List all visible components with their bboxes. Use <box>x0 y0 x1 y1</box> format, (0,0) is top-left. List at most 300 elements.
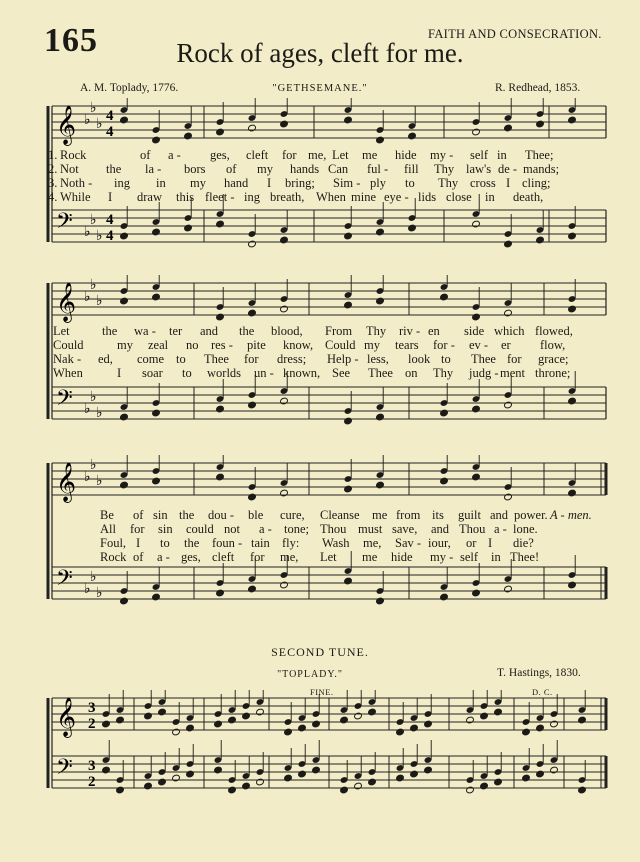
lyric-syllable: on <box>405 366 418 380</box>
lyric-line <box>0 508 640 523</box>
note-head <box>440 477 449 485</box>
lyric-syllable: and <box>490 508 509 522</box>
lyric-syllable: and <box>431 522 450 536</box>
lyric-syllable: the <box>184 536 200 550</box>
note-head <box>280 305 289 313</box>
lyric-syllable: for <box>250 550 265 564</box>
lyric-syllable: ges, <box>210 148 230 162</box>
lyric-syllable: ges, <box>181 550 201 564</box>
lyric-syllable: While <box>60 190 91 204</box>
lyric-syllable: me, <box>363 536 382 550</box>
flat-icon: ♭ <box>90 213 97 228</box>
note-head <box>376 481 385 489</box>
lyric-line <box>0 550 640 565</box>
note-head <box>504 124 513 132</box>
note-head <box>102 766 111 774</box>
lyric-syllable: sin <box>158 522 173 536</box>
lyric-syllable: Let <box>320 550 337 564</box>
lyric-syllable: death, <box>513 190 544 204</box>
stanza-number: 4. <box>48 190 58 204</box>
note-head <box>216 473 225 481</box>
lyric-syllable: sin <box>153 508 168 522</box>
lyric-syllable: grace; <box>538 352 569 366</box>
time-signature: 3 <box>88 700 96 716</box>
lyric-syllable: mine <box>351 190 376 204</box>
lyric-syllable: Can <box>328 162 349 176</box>
lyric-syllable: foun - <box>212 536 243 550</box>
lyric-syllable: the <box>102 324 118 338</box>
note-head <box>242 782 251 790</box>
note-head <box>172 774 181 782</box>
lyric-syllable: ble <box>248 508 264 522</box>
note-head <box>280 397 289 405</box>
note-head <box>368 778 377 786</box>
flat-icon: ♭ <box>90 101 97 116</box>
lyric-syllable: in <box>497 148 507 162</box>
note-head <box>152 409 161 417</box>
note-head <box>120 413 129 421</box>
note-head <box>354 712 363 720</box>
note-head <box>536 120 545 128</box>
lyric-syllable: draw <box>137 190 162 204</box>
lyric-syllable: to <box>160 536 170 550</box>
lyric-line <box>0 366 640 381</box>
note-head <box>424 720 433 728</box>
lyric-syllable: Sim - <box>333 176 361 190</box>
note-head <box>280 120 289 128</box>
lyric-syllable: of <box>133 550 144 564</box>
note-head <box>344 301 353 309</box>
flat-icon: ♭ <box>84 582 91 597</box>
lyric-syllable: ment <box>500 366 525 380</box>
note-head <box>410 724 419 732</box>
note-head <box>256 778 265 786</box>
note-head <box>376 136 385 144</box>
bass-clef-icon: 𝄢 <box>56 386 73 415</box>
lyric-syllable: of <box>133 508 144 522</box>
treble-clef-icon: 𝄞 <box>56 284 77 321</box>
lyric-syllable: its <box>432 508 444 522</box>
time-signature: 3 <box>88 758 96 774</box>
note-head <box>472 313 481 321</box>
time-signature: 4 <box>106 124 114 140</box>
note-head <box>568 581 577 589</box>
note-head <box>242 712 251 720</box>
lyric-line <box>0 352 640 367</box>
note-head <box>504 309 513 317</box>
lyric-syllable: Nak - <box>53 352 82 366</box>
lyric-syllable: A - men. <box>550 508 592 522</box>
lyric-syllable: Sav - <box>395 536 422 550</box>
treble-clef-icon: 𝄞 <box>56 464 77 501</box>
lyric-line <box>0 536 640 551</box>
lyric-line <box>0 176 640 191</box>
lyric-syllable: lids <box>418 190 437 204</box>
lyric-syllable: I <box>136 536 141 550</box>
lyric-syllable: fleet - <box>205 190 235 204</box>
note-head <box>158 778 167 786</box>
lyric-syllable: tain <box>251 536 270 550</box>
music-system-4 <box>44 690 614 860</box>
flat-icon: ♭ <box>90 458 97 473</box>
note-head <box>228 716 237 724</box>
note-head <box>152 477 161 485</box>
lyric-syllable: me <box>362 550 378 564</box>
note-head <box>440 293 449 301</box>
lyric-syllable: Wash <box>322 536 350 550</box>
lyric-syllable: en <box>428 324 440 338</box>
stanza-number: 1. <box>48 148 58 162</box>
note-head <box>376 413 385 421</box>
lyric-syllable: could <box>186 522 214 536</box>
lyric-syllable: not <box>224 522 240 536</box>
flat-icon: ♭ <box>96 586 103 601</box>
note-head <box>536 770 545 778</box>
lyric-syllable: guilt <box>458 508 481 522</box>
note-head <box>504 401 513 409</box>
lyric-syllable: ev - <box>469 338 489 352</box>
flat-icon: ♭ <box>90 278 97 293</box>
note-head <box>466 786 475 794</box>
lyric-syllable: for <box>244 352 259 366</box>
note-head <box>144 712 153 720</box>
lyric-line <box>0 324 640 339</box>
lyric-syllable: law's <box>466 162 492 176</box>
flat-icon: ♭ <box>84 290 91 305</box>
lyric-syllable: pite <box>247 338 266 352</box>
lyric-syllable: riv - <box>399 324 421 338</box>
note-head <box>396 774 405 782</box>
lyric-syllable: cross <box>470 176 496 190</box>
lyric-syllable: or <box>466 536 477 550</box>
second-tune-heading: SECOND TUNE. <box>271 645 369 659</box>
lyric-syllable: hands <box>290 162 320 176</box>
note-head <box>120 481 129 489</box>
lyric-syllable: See <box>332 366 351 380</box>
note-head <box>152 593 161 601</box>
flat-icon: ♭ <box>96 474 103 489</box>
note-head <box>396 728 405 736</box>
lyric-syllable: close <box>446 190 472 204</box>
bass-clef-icon: 𝄢 <box>56 209 73 238</box>
note-head <box>248 240 257 248</box>
lyric-syllable: Thy <box>433 366 454 380</box>
lyric-syllable: cure, <box>280 508 305 522</box>
lyric-syllable: zeal <box>148 338 169 352</box>
note-head <box>248 585 257 593</box>
lyric-syllable: la - <box>145 162 162 176</box>
note-head <box>214 766 223 774</box>
lyric-syllable: Rock <box>100 550 127 564</box>
lyric-syllable: my <box>257 162 273 176</box>
note-head <box>550 766 559 774</box>
note-head <box>172 728 181 736</box>
note-head <box>466 716 475 724</box>
hymn-number: 165 <box>44 22 98 59</box>
note-head <box>578 716 587 724</box>
dc-mark: D. C. <box>532 687 553 697</box>
note-head <box>522 774 531 782</box>
lyric-syllable: Thou <box>459 522 486 536</box>
note-head <box>340 716 349 724</box>
flat-icon: ♭ <box>96 294 103 309</box>
note-head <box>152 293 161 301</box>
lyric-syllable: Noth - <box>60 176 93 190</box>
lyric-syllable: know, <box>283 338 314 352</box>
note-head <box>340 786 349 794</box>
tune-name: "GETHSEMANE." <box>272 83 368 94</box>
lyric-syllable: ful - <box>367 162 389 176</box>
lyric-syllable: Foul, <box>100 536 127 550</box>
lyric-syllable: a - <box>494 522 507 536</box>
composer: R. Redhead, 1853. <box>495 82 581 94</box>
treble-staff <box>52 98 606 146</box>
lyric-syllable: my <box>117 338 133 352</box>
note-head <box>216 128 225 136</box>
lyric-syllable: ter <box>169 324 183 338</box>
lyric-syllable: the <box>179 508 195 522</box>
lyric-syllable: worlds <box>207 366 242 380</box>
note-head <box>568 397 577 405</box>
time-signature: 2 <box>88 716 96 732</box>
lyric-syllable: self <box>470 148 489 162</box>
lyric-syllable: for <box>507 352 522 366</box>
lyric-syllable: cling; <box>522 176 551 190</box>
bass-clef-icon: 𝄢 <box>56 566 73 595</box>
lyric-syllable: hide <box>391 550 413 564</box>
lyric-syllable: for <box>282 148 297 162</box>
note-head <box>410 770 419 778</box>
note-head <box>536 724 545 732</box>
note-head <box>216 405 225 413</box>
lyric-syllable: When <box>53 366 83 380</box>
lyric-syllable: Thy <box>438 176 459 190</box>
lyric-syllable: my <box>190 176 206 190</box>
bass-clef-icon: 𝄢 <box>56 755 73 784</box>
lyric-syllable: in <box>491 550 501 564</box>
lyric-syllable: de - <box>498 162 518 176</box>
flat-icon: ♭ <box>84 470 91 485</box>
lyric-syllable: I <box>117 366 122 380</box>
lyric-syllable: for <box>130 522 145 536</box>
lyric-syllable: known, <box>283 366 321 380</box>
note-head <box>284 774 293 782</box>
section-header: FAITH AND CONSECRATION. <box>428 27 602 41</box>
note-head <box>228 786 237 794</box>
note-head <box>280 581 289 589</box>
time-signature: 4 <box>106 212 114 228</box>
note-head <box>480 782 489 790</box>
lyric-syllable: I <box>488 536 493 550</box>
note-head <box>568 489 577 497</box>
lyric-syllable: fly: <box>282 536 300 550</box>
lyric-syllable: I <box>267 176 272 190</box>
note-head <box>550 720 559 728</box>
note-head <box>578 786 587 794</box>
lyric-syllable: a - <box>157 550 170 564</box>
lyric-syllable: Thee <box>471 352 496 366</box>
note-head <box>408 224 417 232</box>
lyric-syllable: I <box>506 176 511 190</box>
flat-icon: ♭ <box>84 113 91 128</box>
note-head <box>424 766 433 774</box>
lyric-syllable: res - <box>211 338 233 352</box>
lyric-syllable: ply <box>370 176 386 190</box>
lyric-syllable: From <box>325 324 353 338</box>
treble-staff <box>52 690 606 738</box>
note-head <box>116 716 125 724</box>
note-head <box>248 401 257 409</box>
lyric-syllable: side <box>464 324 485 338</box>
flat-icon: ♭ <box>84 402 91 417</box>
lyric-syllable: cleft <box>212 550 235 564</box>
lyric-line <box>0 190 640 205</box>
note-head <box>120 232 129 240</box>
lyric-syllable: save, <box>392 522 418 536</box>
second-tune-name: "TOPLADY." <box>277 669 343 680</box>
note-head <box>248 493 257 501</box>
lyric-syllable: in <box>156 176 166 190</box>
lyric-syllable: Help - <box>327 352 359 366</box>
bass-staff <box>52 740 606 794</box>
lyric-syllable: and <box>200 324 219 338</box>
lyric-syllable: All <box>100 522 116 536</box>
flat-icon: ♭ <box>90 390 97 405</box>
lyric-syllable: Thee <box>368 366 393 380</box>
lyric-syllable: mands; <box>523 162 560 176</box>
lyric-syllable: of <box>226 162 237 176</box>
lyric-syllable: me <box>362 148 378 162</box>
time-signature: 4 <box>106 108 114 124</box>
note-head <box>248 309 257 317</box>
note-head <box>344 116 353 124</box>
flat-icon: ♭ <box>84 225 91 240</box>
time-signature: 4 <box>106 228 114 244</box>
treble-clef-icon: 𝄞 <box>56 107 77 144</box>
treble-staff <box>52 275 606 323</box>
lyric-syllable: tears <box>395 338 419 352</box>
note-head <box>344 485 353 493</box>
lyric-syllable: power. <box>514 508 548 522</box>
note-head <box>298 724 307 732</box>
lyric-syllable: er <box>501 338 511 352</box>
lyric-syllable: fill <box>404 162 419 176</box>
lyric-syllable: iour, <box>428 536 451 550</box>
flat-icon: ♭ <box>96 229 103 244</box>
time-signature: 2 <box>88 774 96 790</box>
note-head <box>144 782 153 790</box>
lyric-syllable: come <box>137 352 165 366</box>
lyric-syllable: Be <box>100 508 114 522</box>
lyric-syllable: no <box>186 338 199 352</box>
second-tune-composer: T. Hastings, 1830. <box>497 667 581 679</box>
lyric-syllable: me, <box>280 550 299 564</box>
lyric-syllable: to <box>176 352 186 366</box>
lyric-syllable: throne; <box>535 366 571 380</box>
lyric-syllable: die? <box>513 536 534 550</box>
lyric-syllable: less, <box>367 352 389 366</box>
note-head <box>344 232 353 240</box>
lyric-line <box>0 148 640 163</box>
note-head <box>116 786 125 794</box>
note-head <box>186 770 195 778</box>
lyric-syllable: Thy <box>366 324 387 338</box>
lyric-line <box>0 522 640 537</box>
note-head <box>312 766 321 774</box>
lyric-syllable: breath, <box>270 190 305 204</box>
treble-clef-icon: 𝄞 <box>56 699 77 736</box>
note-head <box>536 236 545 244</box>
note-head <box>216 589 225 597</box>
note-head <box>568 232 577 240</box>
note-head <box>186 724 195 732</box>
note-head <box>354 782 363 790</box>
stanza-number: 2. <box>48 162 58 176</box>
lyric-syllable: must <box>358 522 383 536</box>
lyric-syllable: my - <box>430 550 454 564</box>
lyric-syllable: Not <box>60 162 79 176</box>
lyric-syllable: me, <box>308 148 327 162</box>
lyric-syllable: this <box>176 190 195 204</box>
lyric-syllable: Thee; <box>525 148 554 162</box>
note-head <box>568 116 577 124</box>
lyric-syllable: in <box>485 190 495 204</box>
note-head <box>184 224 193 232</box>
hymn-title: Rock of ages, cleft for me. <box>176 38 464 68</box>
note-head <box>504 585 513 593</box>
note-head <box>472 220 481 228</box>
lyric-syllable: the <box>106 162 122 176</box>
note-head <box>376 597 385 605</box>
lyric-line <box>0 162 640 177</box>
note-head <box>248 124 257 132</box>
lyric-syllable: wa - <box>134 324 156 338</box>
note-head <box>280 489 289 497</box>
note-head <box>494 778 503 786</box>
lyric-syllable: soar <box>142 366 163 380</box>
lyric-syllable: my <box>364 338 380 352</box>
note-head <box>152 228 161 236</box>
lyric-syllable: Could <box>53 338 84 352</box>
lyric-syllable: to <box>405 176 415 190</box>
fine-mark: FINE. <box>310 687 334 697</box>
lyric-syllable: Let <box>53 324 70 338</box>
note-head <box>522 728 531 736</box>
flat-icon: ♭ <box>96 117 103 132</box>
note-head <box>472 473 481 481</box>
note-head <box>408 132 417 140</box>
lyric-syllable: lone. <box>513 522 538 536</box>
note-head <box>440 593 449 601</box>
lyric-syllable: I <box>108 190 113 204</box>
note-head <box>312 720 321 728</box>
lyric-syllable: from <box>396 508 421 522</box>
text-author: A. M. Toplady, 1776. <box>80 82 179 94</box>
lyric-syllable: to <box>441 352 451 366</box>
note-head <box>344 577 353 585</box>
note-head <box>504 493 513 501</box>
lyric-syllable: dress; <box>277 352 307 366</box>
lyric-syllable: blood, <box>271 324 303 338</box>
note-head <box>494 708 503 716</box>
lyric-syllable: my - <box>430 148 454 162</box>
lyric-syllable: Cleanse <box>320 508 360 522</box>
lyric-syllable: Thee! <box>510 550 540 564</box>
note-head <box>344 417 353 425</box>
lyric-syllable: self <box>460 550 479 564</box>
stanza-number: 3. <box>48 176 58 190</box>
lyric-syllable: eye - <box>384 190 409 204</box>
